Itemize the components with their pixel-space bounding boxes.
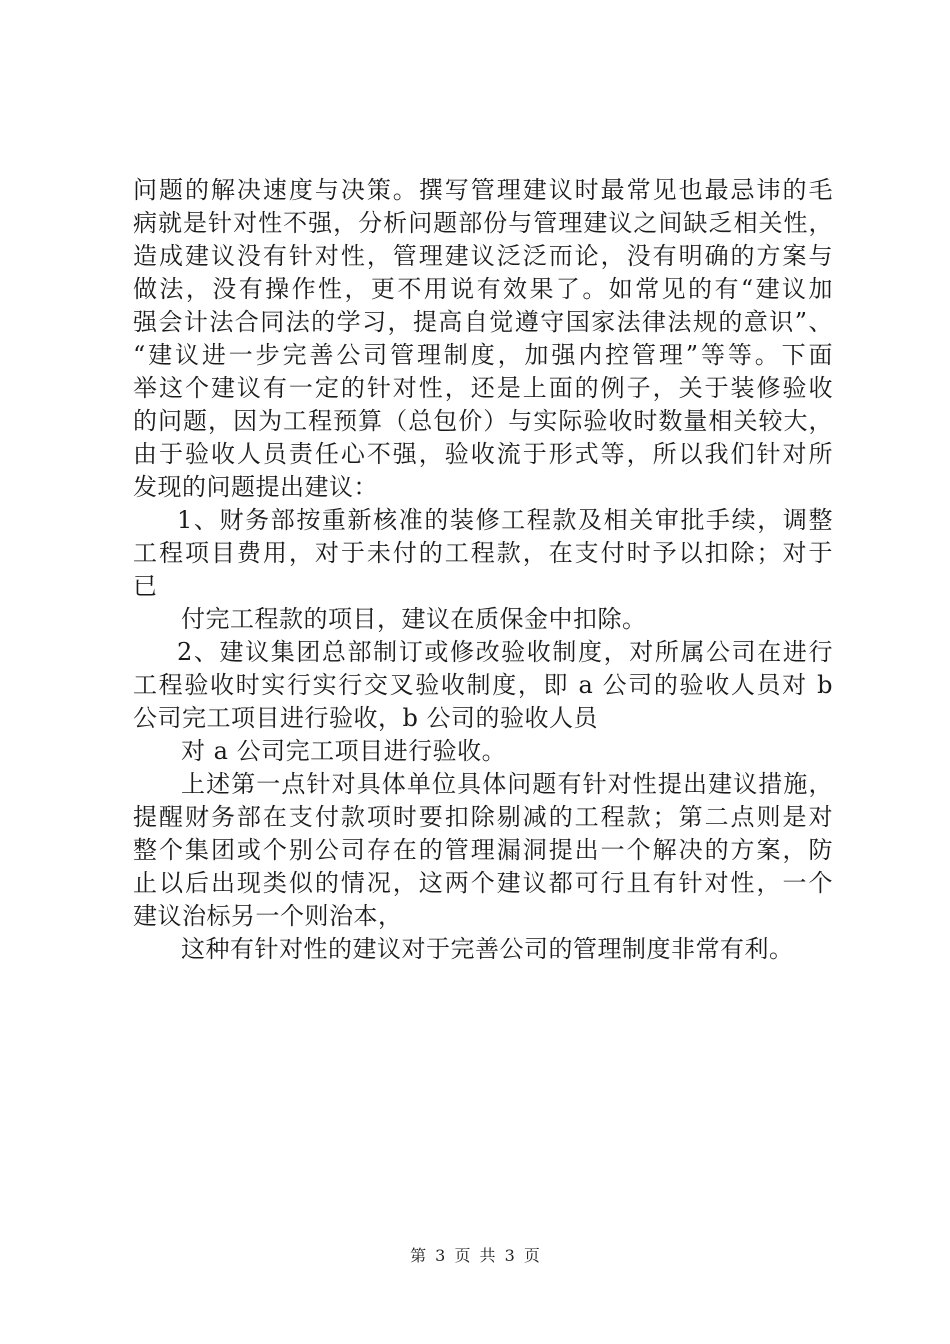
text-line: 公司完工项目进行验收，b 公司的验收人员 [133,704,598,732]
text-line: 提醒财务部在支付款项时要扣除剔减的工程款；第二点则是对 [133,803,833,831]
text-line: 举这个建议有一定的针对性，还是上面的例子，关于装修验收 [133,374,833,402]
text-line: 强会计法合同法的学习，提高自觉遵守国家法律法规的意识”、 [133,308,833,336]
paragraph-line: 上述第一点针对具体单位具体问题有针对性提出建议措施， [181,770,833,798]
list-item-1-line: 1、财务部按重新核准的装修工程款及相关审批手续，调整 [177,506,833,534]
text-line: 整个集团或个别公司存在的管理漏洞提出一个解决的方案，防 [133,836,833,864]
page-footer: 第 3 页 共 3 页 [410,1246,540,1265]
text-line: 止以后出现类似的情况，这两个建议都可行且有针对性，一个 [133,869,833,897]
text-line: 工程项目费用，对于未付的工程款，在支付时予以扣除；对于 [133,539,833,567]
text-line: 发现的问题提出建议： [133,473,378,501]
body-text [133,174,833,966]
text-line: 建议治标另一个则治本， [133,902,403,930]
text-line: 已 [133,572,158,600]
list-item-2-line: 2、建议集团总部制订或修改验收制度，对所属公司在进行 [177,638,833,666]
text-line: “建议进一步完善公司管理制度，加强内控管理”等等。下面 [133,341,833,369]
paragraph-line: 这种有针对性的建议对于完善公司的管理制度非常有利。 [181,935,794,963]
text-line: 造成建议没有针对性，管理建议泛泛而论，没有明确的方案与 [133,242,833,270]
text-line: 问题的解决速度与决策。撰写管理建议时最常见也最忌讳的毛 [133,176,833,204]
text-line: 对 a 公司完工项目进行验收。 [181,737,507,765]
text-line: 由于验收人员责任心不强，验收流于形式等，所以我们针对所 [133,440,833,468]
text-line: 的问题，因为工程预算（总包价）与实际验收时数量相关较大， [133,407,833,435]
text-line: 做法，没有操作性，更不用说有效果了。如常见的有“建议加 [133,275,833,303]
text-line: 病就是针对性不强，分析问题部份与管理建议之间缺乏相关性， [133,209,833,237]
text-line: 付完工程款的项目，建议在质保金中扣除。 [181,605,647,633]
text-line: 工程验收时实行实行交叉验收制度，即 a 公司的验收人员对 b [133,671,833,699]
